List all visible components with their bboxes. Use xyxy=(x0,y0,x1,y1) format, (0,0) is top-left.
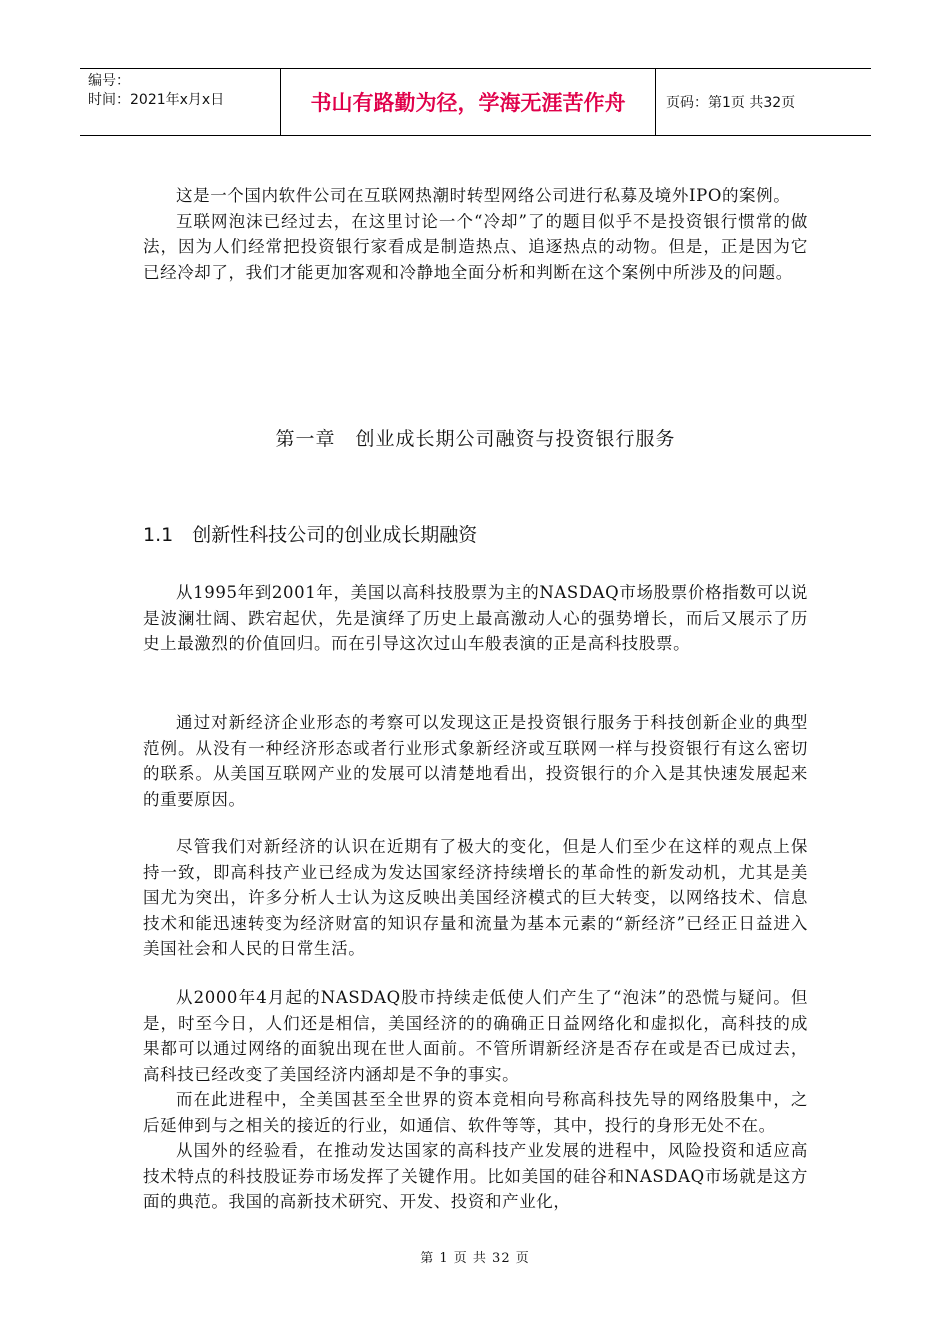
document-number-label: 编号： xyxy=(88,73,130,89)
document-date-label: 时间：2021年x月x日 xyxy=(88,92,225,108)
paragraph-text: 而在此进程中，全美国甚至全世界的资本竞相向号称高科技先导的网络股集中，之后延伸到与之相关的接近的行业，如通信、软件等等，其中，投行的身形无处不在。 xyxy=(143,1090,808,1135)
paragraph-text: 通过对新经济企业形态的考察可以发现这正是投资银行服务于科技创新企业的典型范例。从没有一种经济形态或者行业形式象新经济或互联网一样与投资银行有这么密切的联系。从美国互联网产业的发展可以清楚地看出，投资银行的介入是其快速发展起来的重要原因。 xyxy=(143,713,808,809)
chapter-title: 第一章 创业成长期公司融资与投资银行服务 xyxy=(275,428,676,450)
body-paragraph-1 xyxy=(143,580,808,657)
body-paragraph-4 xyxy=(143,985,808,1215)
section-heading: 1.1 创新性科技公司的创业成长期融资 xyxy=(143,524,478,546)
paragraph-text: 从国外的经验看，在推动发达国家的高科技产业发展的进程中，风险投资和适应高技术特点的科技股证券市场发挥了关键作用。比如美国的硅谷和NASDAQ市场就是这方面的典范。我国的高新技术研究、开发、投资和产业化， xyxy=(143,1141,808,1211)
paragraph-text: 从2000年4月起的NASDAQ股市持续走低使人们产生了“泡沫”的恐慌与疑问。但是，时至今日，人们还是相信，美国经济的的确确正日益网络化和虚拟化，高科技的成果都可以通过网络的面貌出现在世人面前。不管所谓新经济是否存在或是否已成过去，高科技已经改变了美国经济内涵却是不争的事实。 xyxy=(143,988,808,1084)
header-motto: 书山有路勤为径，学海无涯苦作舟 xyxy=(281,69,656,135)
intro-paragraph: 互联网泡沫已经过去，在这里讨论一个“冷却”了的题目似乎不是投资银行惯常的做法，因为人们经常把投资银行家看成是制造热点、追逐热点的动物。但是，正是因为它已经冷却了，我们才能更加客观和冷静地全面分析和判断在这个案例中所涉及的问题。 xyxy=(143,211,808,282)
page-header xyxy=(80,68,871,136)
body-paragraph-3 xyxy=(143,834,808,962)
paragraph-text: 从1995年到2001年，美国以高科技股票为主的NASDAQ市场股票价格指数可以说是波澜壮阔、跌宕起伏，先是演绎了历史上最高激动人心的强势增长，而后又展示了历史上最激烈的价值回归。而在引导这次过山车般表演的正是高科技股票。 xyxy=(143,583,808,653)
paragraph-text: 尽管我们对新经济的认识在近期有了极大的变化，但是人们至少在这样的观点上保持一致，即高科技产业已经成为发达国家经济持续增长的革命性的新发动机，尤其是美国尤为突出，许多分析人士认为这反映出美国经济模式的巨大转变，以网络技术、信息技术和能迅速转变为经济财富的知识存量和流量为基本元素的“新经济”已经正日益进入美国社会和人民的日常生活。 xyxy=(143,837,808,958)
body-paragraph-2 xyxy=(143,710,808,812)
page-footer: 第 1 页 共 32 页 xyxy=(420,1251,530,1266)
header-page-number: 页码：第1页 共32页 xyxy=(666,95,796,111)
intro-paragraph: 这是一个国内软件公司在互联网热潮时转型网络公司进行私募及境外IPO的案例。 xyxy=(176,186,791,205)
header-meta xyxy=(80,69,281,135)
intro-block xyxy=(143,183,808,285)
